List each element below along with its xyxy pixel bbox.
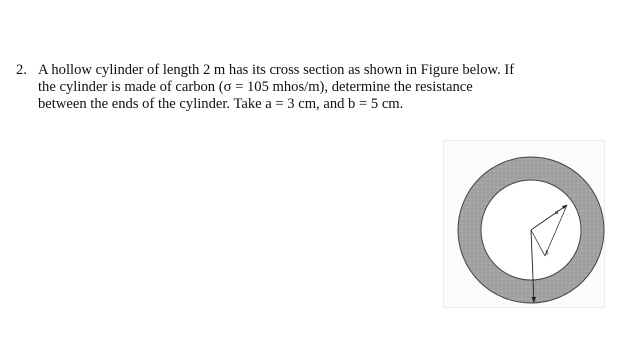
problem-text-1: A hollow cylinder of length 2 m has its cross section as shown in Figure below. If: [38, 62, 515, 78]
cross-section-drawing: [443, 140, 605, 308]
problem-line-1: [16, 62, 612, 79]
label-b: b: [545, 249, 549, 257]
problem-line-3: between the ends of the cylinder. Take a = 3 cm, and b = 5 cm.: [38, 95, 404, 112]
problem-line-2: the cylinder is made of carbon (σ = 105 mhos/m), determine the resistance: [38, 78, 473, 95]
label-a: a: [555, 208, 559, 216]
cylinder-cross-section-figure: [443, 140, 605, 308]
problem-number: 2.: [16, 62, 27, 78]
problem-statement: [16, 62, 612, 112]
